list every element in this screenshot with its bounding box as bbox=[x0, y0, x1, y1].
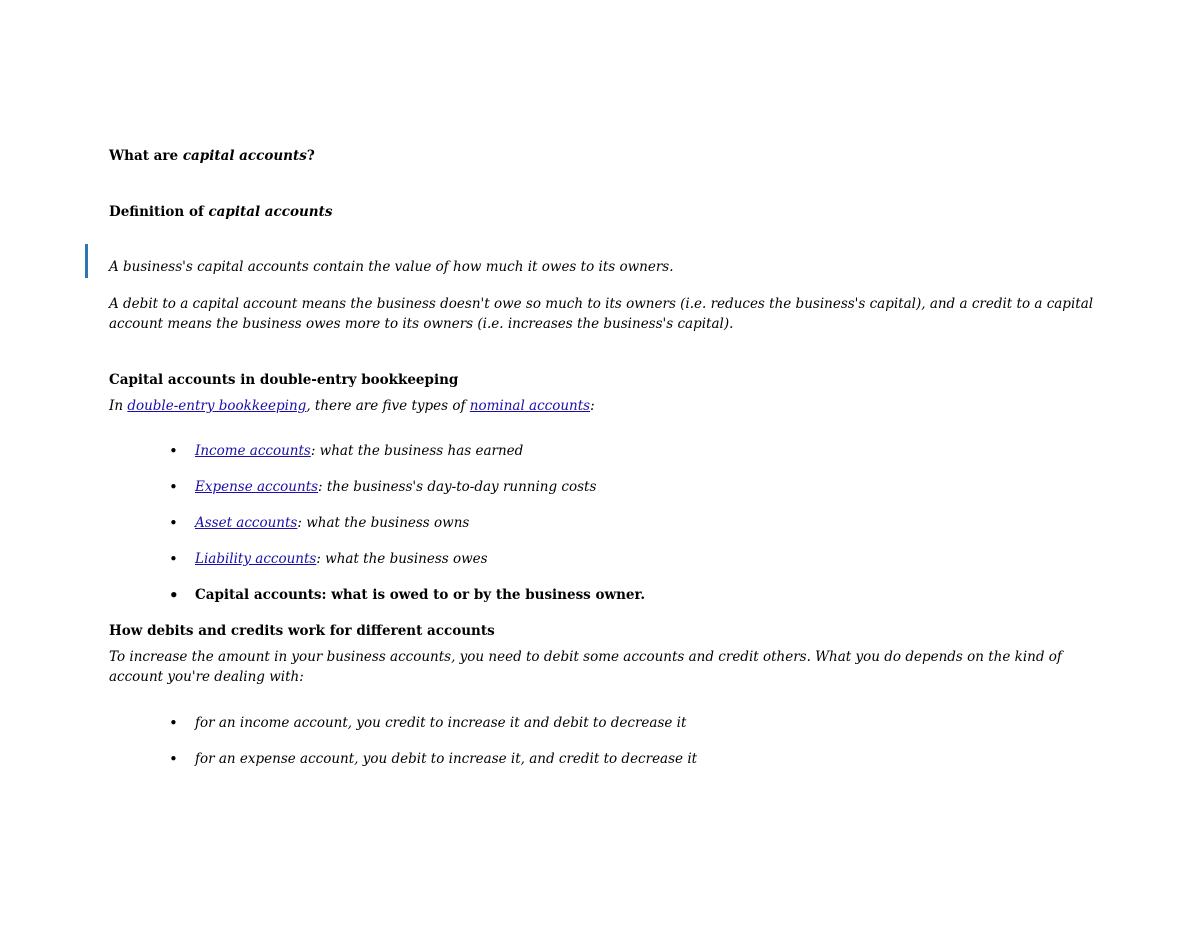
account-types-list bbox=[109, 441, 1109, 605]
question-title bbox=[109, 146, 1109, 166]
question-title-em: capital accounts bbox=[182, 148, 307, 164]
debit-credit-rules-list bbox=[109, 713, 1109, 769]
list-item bbox=[109, 477, 1109, 497]
definition-title-em: capital accounts bbox=[208, 204, 333, 220]
list-item bbox=[109, 441, 1109, 461]
list-item bbox=[109, 713, 1109, 733]
bullet-icon: • bbox=[169, 586, 179, 604]
double-entry-bookkeeping-link[interactable]: double-entry bookkeeping bbox=[127, 398, 307, 414]
list-item-text: for an expense account, you debit to increase it, and credit to decrease it bbox=[195, 751, 698, 767]
section-intro-debits-credits: To increase the amount in your business accounts, you need to debit some accounts and credit others. What you do depends on the kind of account you're dealing with: bbox=[109, 649, 1062, 685]
bullet-icon: • bbox=[169, 714, 178, 732]
bullet-icon: • bbox=[169, 442, 178, 460]
section-title-debits-credits: How debits and credits work for different accounts bbox=[109, 623, 495, 639]
definition-title-prefix: Definition of bbox=[109, 204, 209, 220]
list-item bbox=[109, 513, 1109, 533]
income-accounts-link[interactable]: Income accounts bbox=[195, 443, 311, 459]
list-item-capital-accounts bbox=[109, 585, 1109, 605]
bullet-icon: • bbox=[169, 750, 178, 768]
section-title-capital-accounts: Capital accounts in double-entry bookkeeping bbox=[109, 372, 459, 388]
list-item-text: Capital accounts: what is owed to or by the business owner. bbox=[195, 587, 646, 603]
intro-prefix: In bbox=[109, 398, 128, 414]
list-item-text: : what the business owes bbox=[316, 551, 488, 567]
change-bar bbox=[85, 244, 88, 278]
asset-accounts-link[interactable]: Asset accounts bbox=[195, 515, 298, 531]
question-title-suffix: ? bbox=[306, 148, 315, 164]
section-intro-nominal bbox=[109, 396, 1109, 416]
definition-paragraph-1: A business's capital accounts contain the value of how much it owes to its owners. bbox=[109, 259, 674, 275]
bullet-icon: • bbox=[169, 550, 178, 568]
list-item-text: : what the business owns bbox=[297, 515, 470, 531]
list-item bbox=[109, 549, 1109, 569]
nominal-accounts-link[interactable]: nominal accounts bbox=[469, 398, 591, 414]
list-item-text: : the business's day-to-day running costs bbox=[318, 479, 597, 495]
document-body bbox=[109, 146, 1109, 785]
intro-suffix: : bbox=[590, 398, 595, 414]
list-item-text: : what the business has earned bbox=[310, 443, 524, 459]
liability-accounts-link[interactable]: Liability accounts bbox=[195, 551, 317, 567]
definition-title bbox=[109, 202, 1109, 222]
expense-accounts-link[interactable]: Expense accounts bbox=[195, 479, 319, 495]
list-item-text: for an income account, you credit to increase it and debit to decrease it bbox=[195, 715, 687, 731]
bullet-icon: • bbox=[169, 478, 178, 496]
question-title-prefix: What are bbox=[109, 148, 183, 164]
bullet-icon: • bbox=[169, 514, 178, 532]
list-item bbox=[109, 749, 1109, 769]
definition-paragraph-2: A debit to a capital account means the business doesn't owe so much to its owners (i.e. reduces the business's capital), and a credit to a capital account means the business owes more to its owners (i.e. increases the business's capital). bbox=[109, 296, 1094, 332]
intro-middle: , there are five types of bbox=[306, 398, 470, 414]
